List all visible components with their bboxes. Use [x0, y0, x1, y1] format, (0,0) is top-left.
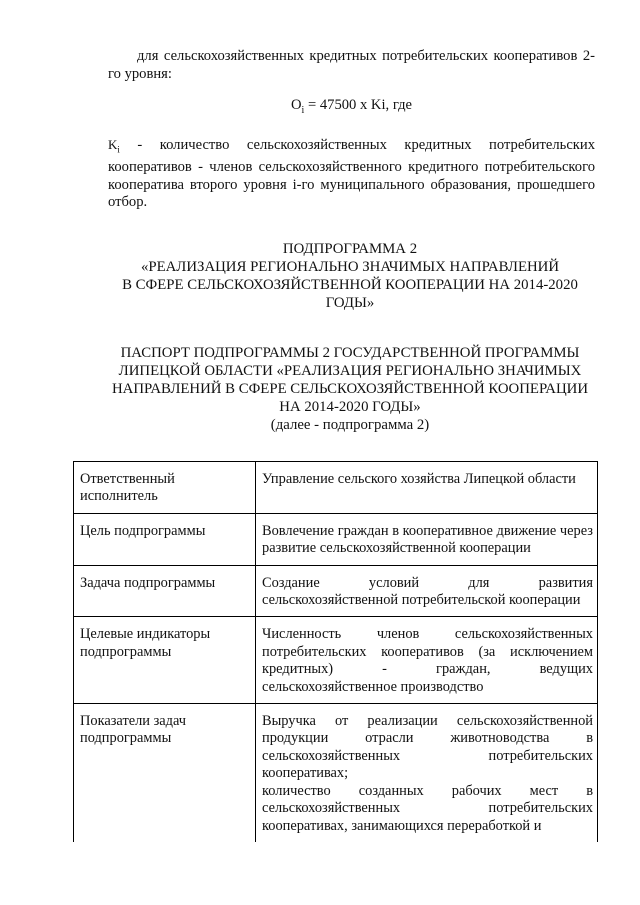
- row-value-paragraph: количество созданных рабочих мест в сельскохозяйственных потребительских кооперативах, занимающихся переработкой и: [262, 782, 593, 834]
- subprogram-heading-line: «РЕАЛИЗАЦИЯ РЕГИОНАЛЬНО ЗНАЧИМЫХ НАПРАВЛЕНИЙ: [140, 259, 560, 275]
- row-label: Целевые индикаторы подпрограммы: [74, 617, 256, 704]
- subprogram-heading-line: ПОДПРОГРАММА 2: [282, 241, 418, 257]
- formula-lhs-subscript: i: [301, 104, 305, 116]
- table-row: [74, 565, 598, 617]
- passport-heading: [100, 344, 600, 434]
- row-value: Управление сельского хозяйства Липецкой области: [256, 462, 598, 514]
- passport-heading-line: НАПРАВЛЕНИЙ В СФЕРЕ СЕЛЬСКОХОЗЯЙСТВЕННОЙ КООПЕРАЦИИ: [111, 381, 589, 397]
- row-value: Вовлечение граждан в кооперативное движение через развитие сельскохозяйственной кооперации: [256, 513, 598, 565]
- row-label: Ответственный исполнитель: [74, 462, 256, 514]
- row-value: Численность членов сельскохозяйственных потребительских кооперативов (за исключением кредитных) - граждан, ведущих сельскохозяйственное производство: [256, 617, 598, 704]
- table-row: [74, 513, 598, 565]
- intro-paragraph: для сельскохозяйственных кредитных потребительских кооперативов 2-го уровня:: [108, 48, 595, 82]
- definition-text: - количество сельскохозяйственных кредитных потребительских кооперативов - членов сельскохозяйственного кредитного потребительского кооператива второго уровня i-го муниципального образования, прошедшего отбор.: [108, 137, 595, 211]
- formula-line: [108, 97, 595, 120]
- definition-symbol: $K_i$: [108, 137, 120, 155]
- subprogram-heading-line: ГОДЫ»: [325, 295, 375, 311]
- row-label: Показатели задач подпрограммы: [74, 704, 256, 842]
- subprogram-heading-line: В СФЕРЕ СЕЛЬСКОХОЗЯЙСТВЕННОЙ КООПЕРАЦИИ НА 2014-2020: [122, 277, 578, 293]
- definition-paragraph: [108, 136, 595, 212]
- passport-heading-subline: (далее - подпрограмма 2): [270, 417, 430, 433]
- row-value: [256, 704, 598, 842]
- formula-lhs: O: [291, 97, 302, 113]
- formula-rhs: = 47500 x Ki, где: [304, 97, 412, 113]
- row-value-paragraph: Выручка от реализации сельскохозяйственной продукции отрасли животноводства в сельскохозяйственных потребительских кооперативах;: [262, 713, 593, 782]
- row-value: Создание условий для развития сельскохозяйственной потребительской кооперации: [256, 565, 598, 617]
- row-label: Задача подпрограммы: [74, 565, 256, 617]
- passport-table: [73, 461, 598, 842]
- passport-heading-line: НА 2014-2020 ГОДЫ»: [279, 399, 421, 415]
- row-label: Цель подпрограммы: [74, 513, 256, 565]
- passport-heading-line: ЛИПЕЦКОЙ ОБЛАСТИ «РЕАЛИЗАЦИЯ РЕГИОНАЛЬНО ЗНАЧИМЫХ: [118, 363, 582, 379]
- subprogram-heading: [100, 240, 600, 312]
- passport-heading-line: ПАСПОРТ ПОДПРОГРАММЫ 2 ГОСУДАРСТВЕННОЙ ПРОГРАММЫ: [120, 345, 580, 361]
- table-row: [74, 704, 598, 842]
- table-row: [74, 617, 598, 704]
- table-row: [74, 462, 598, 514]
